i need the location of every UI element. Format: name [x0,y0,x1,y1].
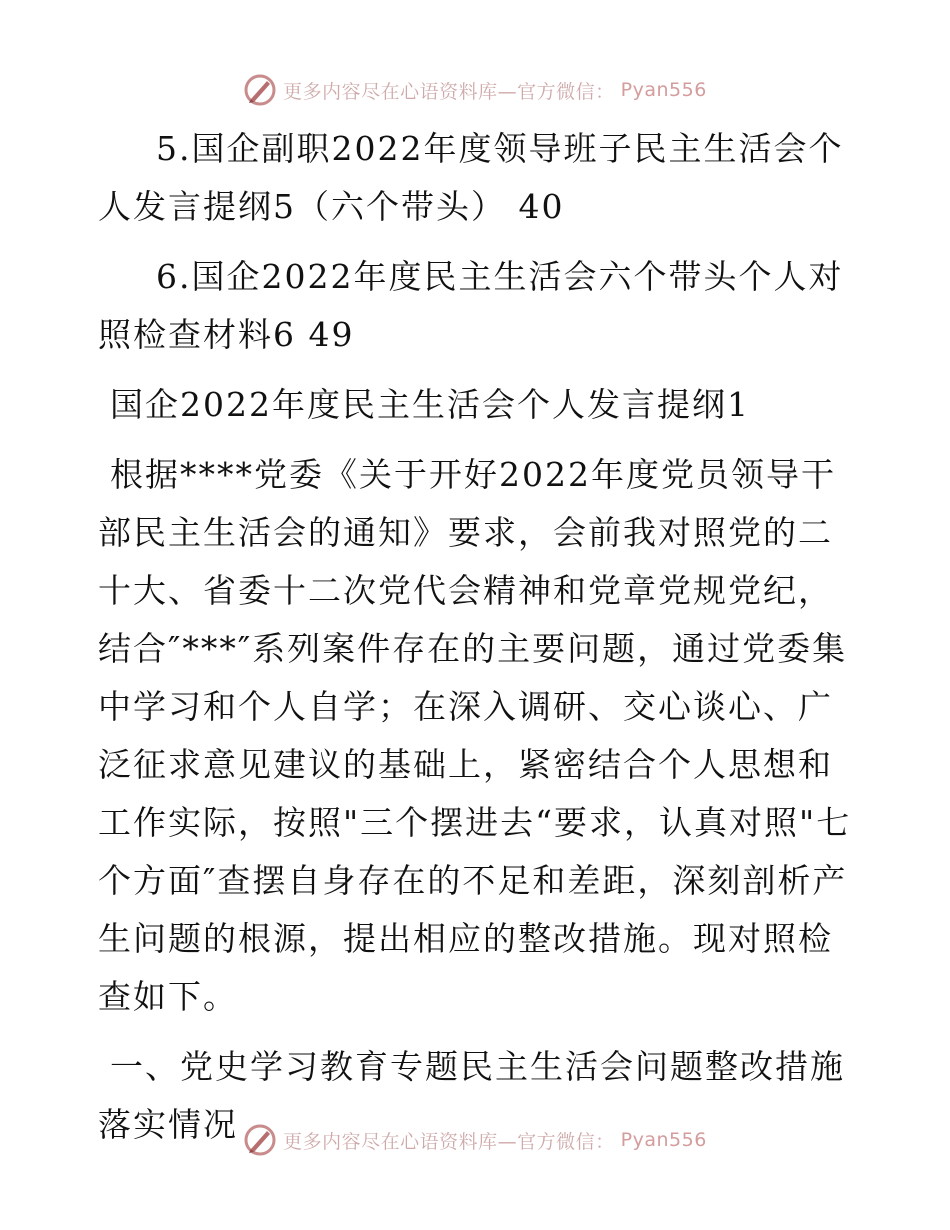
header-watermark [0,70,950,110]
toc-entry-6: 6.国企2022年度民主生活会六个带头个人对照检查材料6 49 [98,257,844,354]
toc-entry-5: 5.国企副职2022年度领导班子民主生活会个人发言提纲5（六个带头） 40 [98,129,844,226]
footer-watermark [0,1120,950,1160]
heading-one: 一、党史学习教育专题民主生活会问题整改措施落实情况 [98,1047,845,1144]
section-title: 国企2022年度民主生活会个人发言提纲1 [110,385,750,424]
watermark-text: 更多内容尽在心语资料库—官方微信： [283,80,615,103]
intro-paragraph: 根据****党委《关于开好2022年度党员领导干部民主生活会的通知》要求，会前我对照党的二十大、省委十二次党代会精神和党章党规党纪，结合″***″系列案件存在的主要问题，通过党委集中学习和个人自学；在深入调研、交心谈心、广泛征求意见建议的基础上，紧密结合个人思想和工作实际，按照"三个摆进去“要求，认真对照"七个方面″查摆自身存在的不足和差距，深刻剖析产生问题的根源，提出相应的整改措施。现对照检查如下。 [98,455,852,1016]
document-body [98,120,858,1154]
watermark-wechat-id: Pyan556 [620,1129,707,1151]
watermark-text: 更多内容尽在心语资料库—官方微信： [283,1130,615,1153]
pen-circle-logo-icon [243,1123,277,1157]
watermark-wechat-id: Pyan556 [620,79,707,101]
pen-circle-logo-icon [243,73,277,107]
